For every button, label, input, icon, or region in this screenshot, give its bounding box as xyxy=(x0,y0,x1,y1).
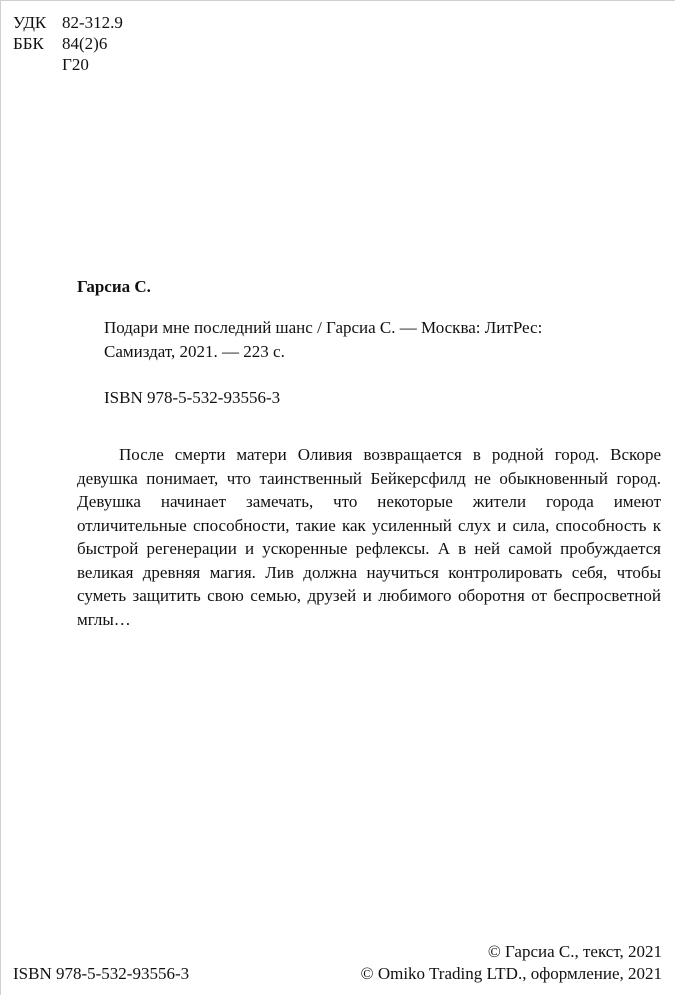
copyright-block xyxy=(361,941,662,985)
copyright-design-line: © Omiko Trading LTD., оформление, 2021 xyxy=(360,964,662,983)
annotation-paragraph: После смерти матери Оливия возвращается в родной город. Вскоре девушка понимает, что таинственный Бейкерсфилд не обыкновенный город. Девушка начинает замечать, что некоторые жители города имеют отличительные способности, такие как усиленный слух и сила, способность к быстрой регенерации и ускоренные рефлексы. А в ней самой пробуждается великая древняя магия. Лив должна научиться контролировать себя, чтобы суметь защитить свою семью, друзей и любимого оборотня от беспросветной мглы… xyxy=(77,445,661,629)
udk-row xyxy=(13,12,123,33)
classification-block xyxy=(13,12,123,75)
bibliographic-record xyxy=(104,316,634,364)
udk-label: УДК xyxy=(13,13,47,32)
copyright-text-line: © Гарсиа С., текст, 2021 xyxy=(487,942,662,961)
udk-value: 82-312.9 xyxy=(62,13,123,32)
author-mark: Г20 xyxy=(62,55,89,74)
author-heading: Гарсиа С. xyxy=(77,277,151,296)
isbn-line: ISBN 978-5-532-93556-3 xyxy=(104,388,281,407)
bibliographic-line-2: Самиздат, 2021. — 223 с. xyxy=(104,342,285,361)
bbk-row xyxy=(13,33,123,54)
bibliographic-line-1: Подари мне последний шанс / Гарсиа С. — Москва: ЛитРес: xyxy=(104,318,543,337)
footer-isbn: ISBN 978-5-532-93556-3 xyxy=(13,964,190,983)
bbk-label: ББК xyxy=(13,34,44,53)
bbk-value: 84(2)6 xyxy=(62,34,108,53)
